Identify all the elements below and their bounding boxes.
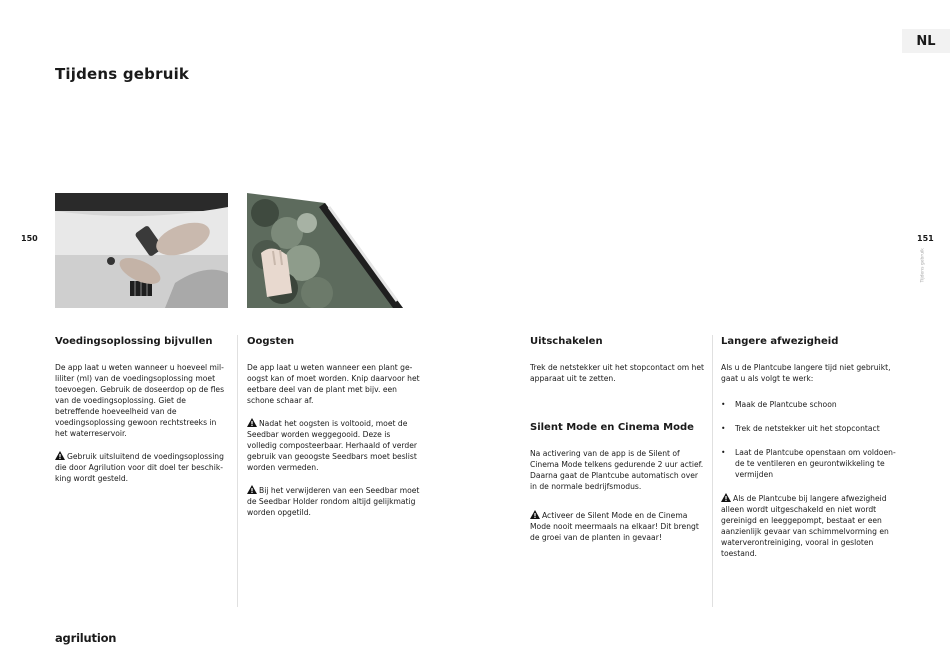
warning-icon	[721, 493, 731, 502]
photo-refill-nutrient	[55, 193, 228, 308]
page-number-left: 150	[21, 234, 38, 243]
section-switch-off	[530, 336, 706, 555]
warning-icon	[55, 451, 65, 460]
paragraph: De app laat u weten wanneer een plant geoogst kan of moet worden. Knip daarvoor het eetbare deel van de plant met bijv. een schone schaar af.	[247, 363, 420, 405]
bullet: •	[721, 424, 726, 433]
warning-icon	[247, 418, 257, 427]
section-harvest	[247, 336, 422, 530]
warning-icon	[247, 485, 257, 494]
photo-harvest	[247, 193, 407, 308]
paragraph: Na activering van de app is de Silent of Cinema Mode telkens gedurende 2 uur actief. Daarna gaat de Plantcube automatisch over in de normale bedrijfsmodus.	[530, 449, 704, 491]
warning-note	[247, 418, 422, 473]
warning-note	[530, 510, 706, 543]
section-heading: Silent Mode en Cinema Mode	[530, 422, 694, 433]
warning-note	[721, 493, 897, 559]
list-item	[721, 423, 897, 434]
list-item-text: Trek de netstekker uit het stopcontact	[735, 424, 880, 433]
page-number-right: 151	[917, 234, 934, 243]
bullet: •	[721, 400, 726, 409]
column-divider	[712, 335, 713, 607]
warning-text: Gebruik uitsluitend de voedingsoplossing die door Agrilution voor dit doel ter beschikking wordt gesteld.	[55, 452, 224, 483]
column-divider	[237, 335, 238, 607]
section-heading: Voedingsoplossing bijvullen	[55, 336, 213, 347]
language-tab: NL	[902, 29, 950, 53]
list-item	[721, 447, 897, 480]
section-heading: Uitschakelen	[530, 336, 603, 347]
warning-text: Bij het verwijderen van een Seedbar moet de Seedbar Holder rondom altijd gelijkmatig worden opgetild.	[247, 486, 420, 517]
warning-note	[55, 451, 228, 484]
warning-text: Nadat het oogsten is voltooid, moet de Seedbar worden weggegooid. Deze is volledig composteerbaar. Herhaald of verder gebruik van geoogste Seedbars moet beslist worden vermeden.	[247, 419, 417, 472]
warning-text: Activeer de Silent Mode en de Cinema Mode nooit meermaals na elkaar! Dit brengt de groei van de planten in gevaar!	[530, 511, 699, 542]
side-section-tag: Tijdens gebruik	[920, 248, 926, 283]
section-refill	[55, 336, 228, 496]
list-item-text: Maak de Plantcube schoon	[735, 400, 837, 409]
page-title: Tijdens gebruik	[55, 65, 190, 83]
bullet-list	[721, 399, 897, 480]
paragraph: Als u de Plantcube langere tijd niet gebruikt, gaat u als volgt te werk:	[721, 363, 891, 383]
bullet: •	[721, 448, 726, 457]
warning-text: Als de Plantcube bij langere afwezigheid alleen wordt uitgeschakeld en niet wordt gereinigd en leeggepompt, bestaat er een aanzienlijk gevaar van schimmelvorming en waterverontreiniging, vooral in gesloten toestand.	[721, 494, 889, 558]
section-heading: Langere afwezigheid	[721, 336, 839, 347]
list-item-text: Laat de Plantcube openstaan om voldoende te ventileren en geurontwikkeling te vermijden	[735, 448, 896, 479]
section-long-absence	[721, 336, 897, 571]
warning-note	[247, 485, 422, 518]
section-heading: Oogsten	[247, 336, 295, 347]
paragraph: Trek de netstekker uit het stopcontact om het apparaat uit te zetten.	[530, 363, 705, 383]
list-item	[721, 399, 897, 410]
brand-logo: agrilution	[55, 631, 117, 645]
warning-icon	[530, 510, 540, 519]
paragraph: De app laat u weten wanneer u hoeveel milliliter (ml) van de voedingsoplossing moet toevoegen. Gebruik de doseerdop op de fles van de voedingsoplossing. Giet de betreffende hoeveelheid van de voedingsoplossing gewoon rechtstreeks in het waterreservoir.	[55, 363, 225, 438]
